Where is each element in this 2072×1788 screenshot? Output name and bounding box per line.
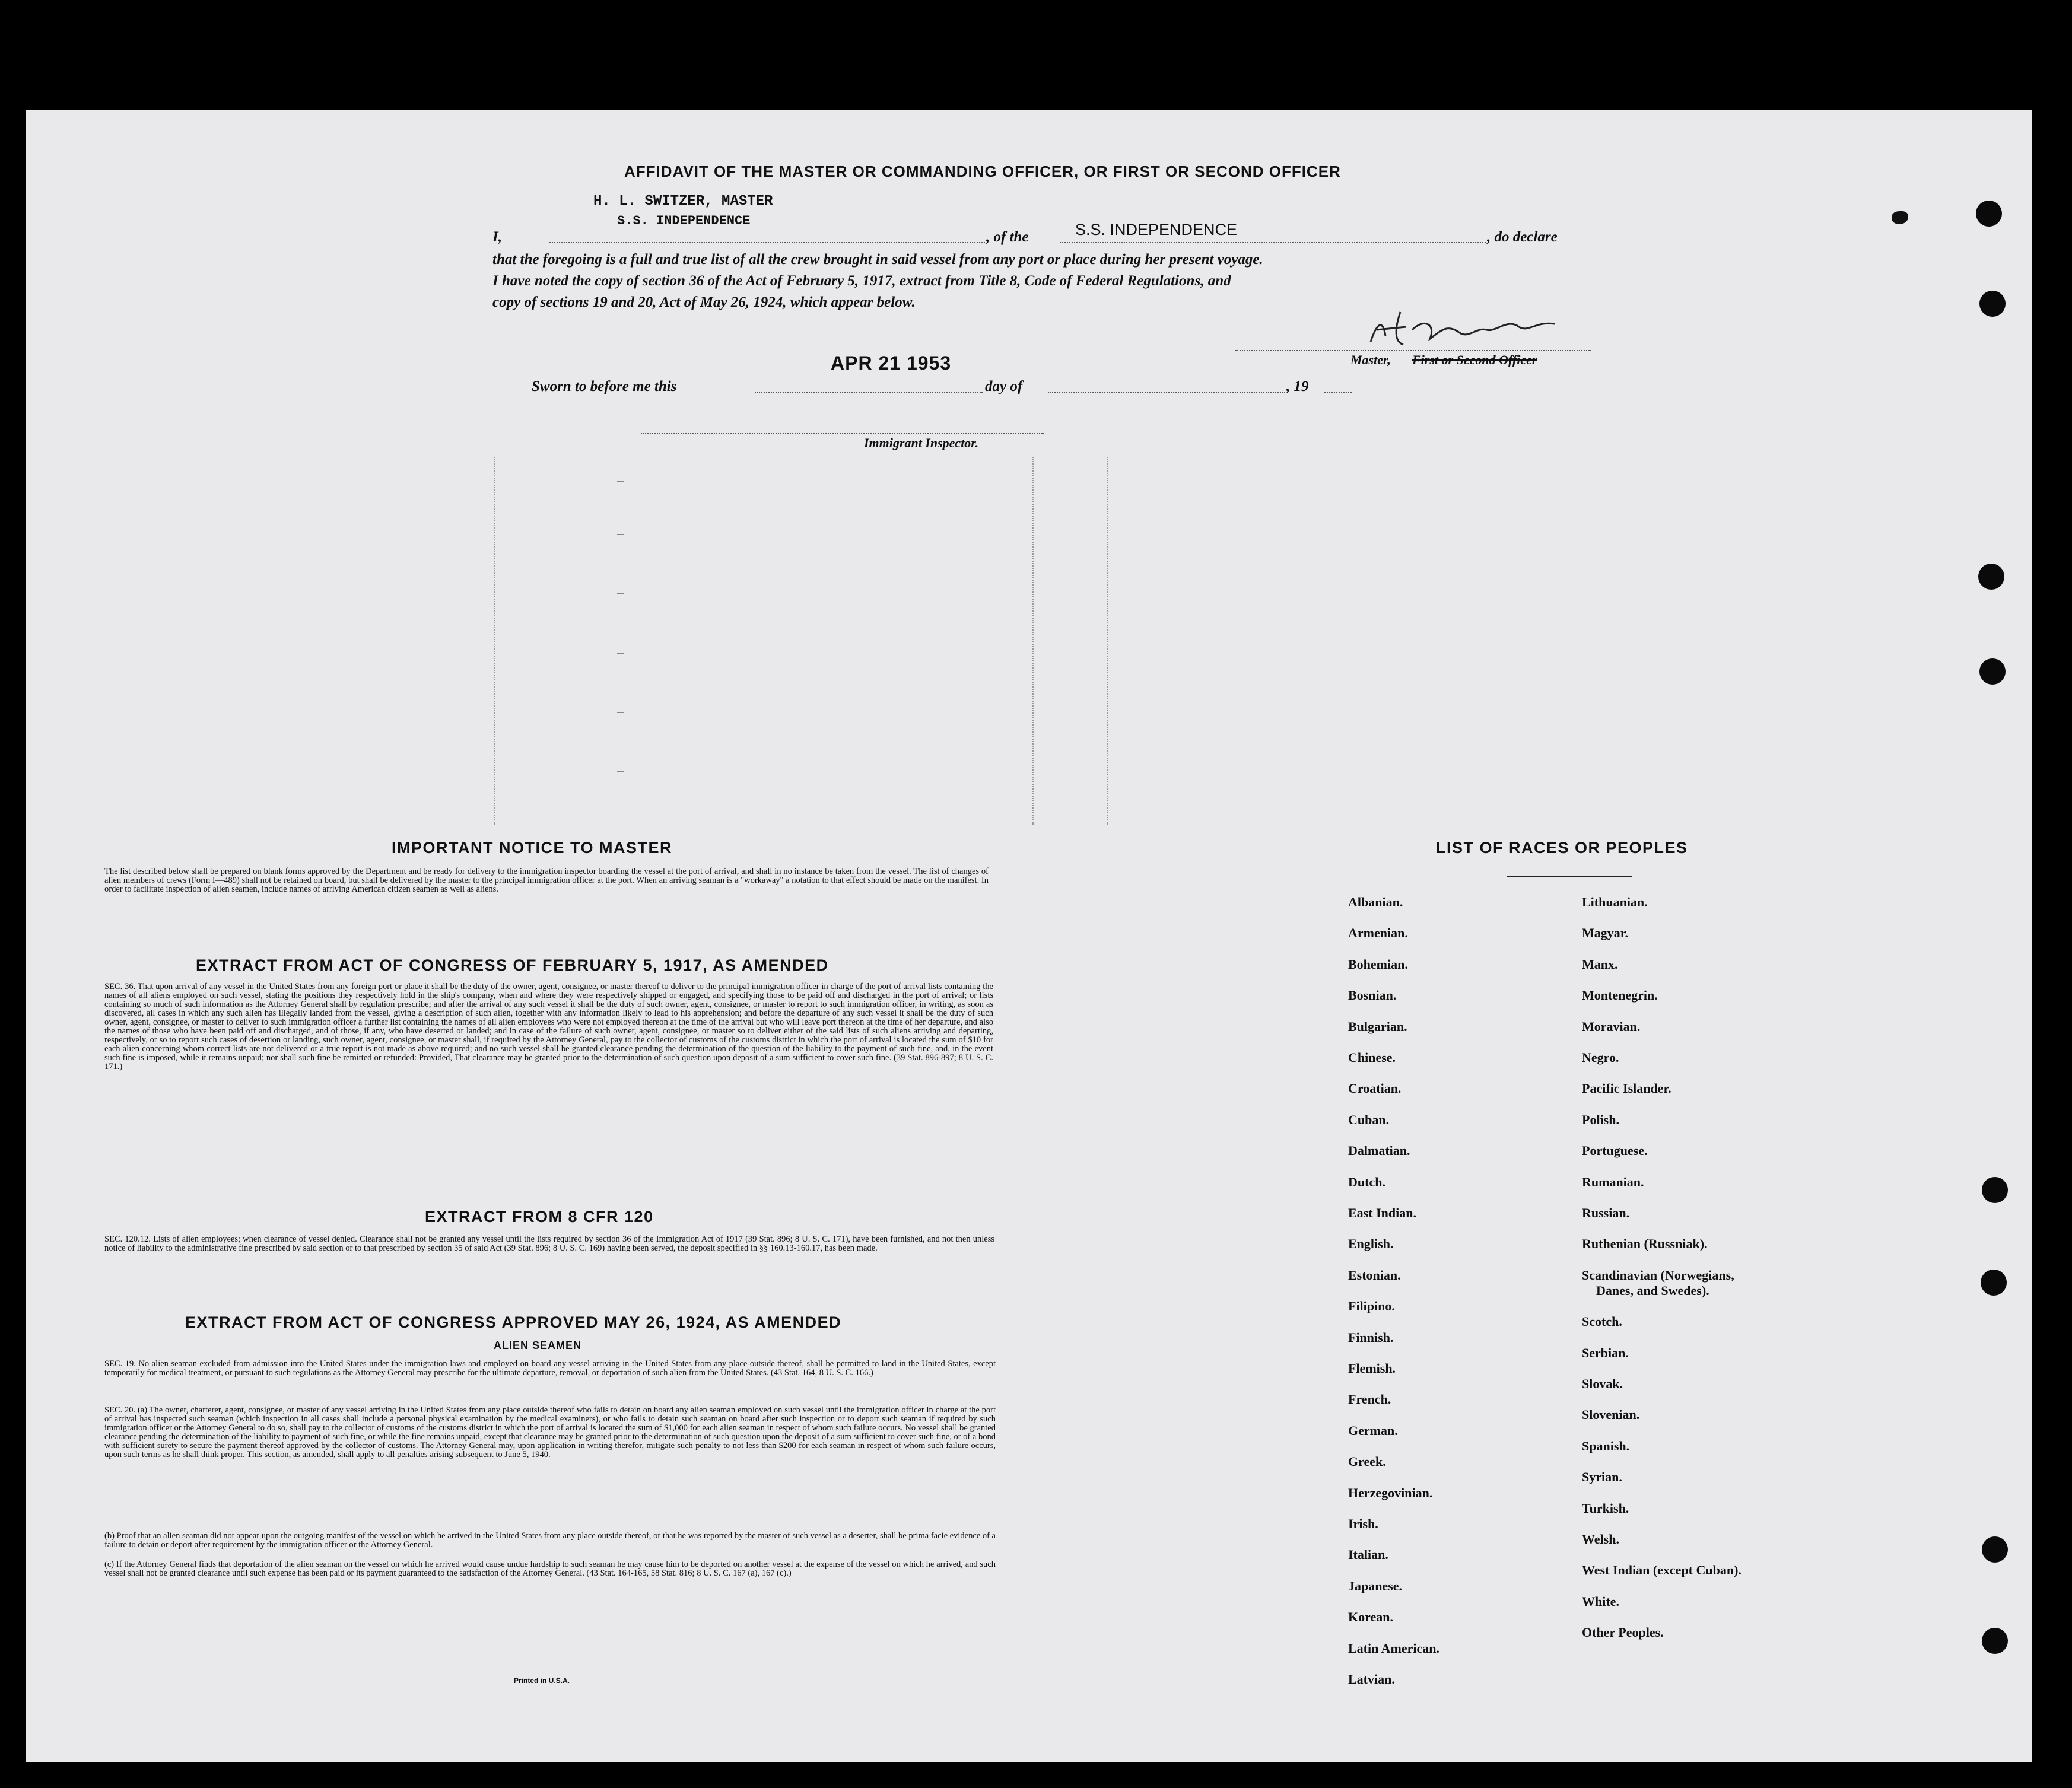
sworn-day-blank (755, 392, 983, 393)
notice-text: The list described below shall be prepared on blank forms approved by the Department and be ready for delivery to the immigration inspector boarding the vessel at the port of arrival, and shall in no instance be taken from the vessel. The list of changes of alien members of crews (Form I—489) shall not be retained on board, but shall be delivered by the master to the principal immigration officer at the port. When an arriving seaman is a "workaway" a notation to that effect should be made on the manifest. In order to facilitate inspection of alien seamen, include names of arriving American citizen seamen as well as aliens. (104, 867, 989, 894)
race-item: Ruthenian (Russniak). (1582, 1236, 1708, 1252)
of-the-label: , of the (986, 229, 1029, 245)
printed-in-usa: Printed in U.S.A. (514, 1676, 570, 1685)
punch-hole (1981, 1270, 2007, 1296)
race-item: Syrian. (1582, 1469, 1622, 1485)
race-item: Other Peoples. (1582, 1625, 1664, 1640)
race-item: Herzegovinian. (1348, 1485, 1433, 1500)
signature-line (1235, 350, 1591, 351)
race-item: Cuban. (1348, 1112, 1390, 1127)
race-item: Chinese. (1348, 1050, 1396, 1065)
affidavit-line3: I have noted the copy of section 36 of the Act of February 5, 1917, extract from Title 8, Code of Federal Regulations, and (492, 273, 1231, 289)
races-title-rule (1507, 876, 1632, 877)
sworn-label: Sworn to before me this (532, 378, 677, 394)
race-item: Manx. (1582, 956, 1618, 972)
punch-hole (1982, 1177, 2008, 1203)
fold-line (1032, 457, 1034, 825)
race-item: Russian. (1582, 1205, 1630, 1220)
form-tick (617, 534, 624, 535)
affidavit-title: AFFIDAVIT OF THE MASTER OR COMMANDING OFFICER, OR FIRST OR SECOND OFFICER (624, 163, 1341, 180)
race-item: East Indian. (1348, 1205, 1416, 1220)
race-item: Magyar. (1582, 925, 1629, 941)
race-item: Greek. (1348, 1454, 1386, 1469)
sec20b-text: (b) Proof that an alien seaman did not appear upon the outgoing manifest of the vessel on which he arrived in the United States from any place outside thereof, or that he was reported by the master of such vessel as a deserter, shall be prima facie evidence of a failure to detain or deport after requirement by the immigration officer or the Attorney General. (104, 1531, 996, 1550)
sworn-month-blank (1048, 392, 1285, 393)
race-item: Japanese. (1348, 1578, 1403, 1593)
race-item: Turkish. (1582, 1500, 1629, 1516)
vessel-blank (1060, 242, 1486, 243)
race-item: Negro. (1582, 1050, 1619, 1065)
punch-hole (1982, 1536, 2008, 1563)
race-item: Bosnian. (1348, 988, 1397, 1003)
race-item: Croatian. (1348, 1081, 1402, 1096)
date-stamp: APR 21 1953 (831, 352, 952, 374)
race-item: Scotch. (1582, 1314, 1622, 1329)
race-item: Scandinavian (Norwegians, (1582, 1267, 1734, 1283)
race-item: Serbian. (1582, 1345, 1629, 1360)
alien-seamen-subtitle: ALIEN SEAMEN (494, 1340, 582, 1351)
extract-cfr-text: SEC. 120.12. Lists of alien employees; when clearance of vessel denied. Clearance shall not be granted any vessel until the lists required by section 36 of the Immigration Act of 1917 (39 Stat. 896; 8 U. S. C. 171), have been furnished, and not then unless notice of liability to the administrative fine prescribed by said section or to that prescribed by section 35 of said Act (39 Stat. 896; 8 U. S. C. 169) having been served, the deposit specified in §§ 160.13-160.17, has been made. (104, 1235, 994, 1253)
race-item: French. (1348, 1392, 1391, 1407)
races-title: LIST OF RACES OR PEOPLES (1436, 839, 1688, 857)
form-tick (617, 653, 624, 654)
notice-title: IMPORTANT NOTICE TO MASTER (392, 839, 672, 857)
race-item: West Indian (except Cuban). (1582, 1563, 1742, 1578)
year-blank (1324, 392, 1352, 393)
sec19-text: SEC. 19. No alien seaman excluded from admission into the United States under the immigration laws and employed on board any vessel arriving in the United States from any place outside thereof, shall be permitted to land in the United States, except temporarily for medical treatment, or pursuant to such regulations as the Attorney General may prescribe for the ultimate departure, removal, or deportation of such alien from the United States. (43 Stat. 164, 8 U. S. C. 166.) (104, 1359, 996, 1377)
punch-hole (1982, 1628, 2008, 1654)
race-item: Irish. (1348, 1516, 1378, 1531)
affidavit-line2: that the foregoing is a full and true list of all the crew brought in said vessel from any port or place during her present voyage. (492, 252, 1263, 268)
fold-line (1107, 457, 1108, 825)
master-signature (1359, 306, 1572, 354)
punch-hole (1976, 201, 2002, 227)
form-tick (617, 712, 624, 713)
sec20c-text: (c) If the Attorney General finds that deportation of the alien seaman on the vessel on which he arrived would cause undue hardship to such seaman he may cause him to be deported on another vessel at the expense of the vessel on which he arrived, and such vessel shall not be granted clearance until such expense has been paid or its payment guaranteed to the satisfaction of the Attorney General. (43 Stat. 164-165, 58 Stat. 816; 8 U. S. C. 167 (a), 167 (c).) (104, 1560, 996, 1578)
year-label: , 19 (1286, 378, 1309, 394)
race-item: Flemish. (1348, 1361, 1396, 1376)
race-item: English. (1348, 1236, 1394, 1252)
race-item: Dalmatian. (1348, 1143, 1410, 1159)
race-item: Slovenian. (1582, 1407, 1640, 1423)
punch-hole (1979, 291, 2006, 317)
race-item: Montenegrin. (1582, 988, 1658, 1003)
extract-1917-text: SEC. 36. That upon arrival of any vessel in the United States from any foreign port or place it shall be the duty of the owner, agent, consignee, or master thereof to deliver to the principal immigration officer in charge of the port of arrival lists containing the names of all aliens employed on such vessel, stating the positions they respectively hold in the ship's company, when and where they were respectively shipped or engaged, and specifying those to be paid off and discharged in the port of arrival; or lists containing so much of such information as the Attorney General shall by regulation prescribe; and after the arrival of any such vessel it shall be the duty of such owner, agent, consignee, or master to report to such immigration officer, in writing, as soon as discovered, all cases in which any such alien has illegally landed from the vessel, giving a description of such alien, together with any information likely to lead to his apprehension; and before the departure of any such vessel it shall be the duty of such owner, agent, consignee, or master to deliver to such immigration officer a further list containing the names of all alien employees who were not employed thereon at the time of the arrival but who will leave port thereon at the time of her departure, and also the names of those who have been paid off and discharged, and of those, if any, who have deserted or landed; and in case of the failure of such owner, agent, consignee, or master so to deliver either of the said lists of such aliens arriving and departing, respectively, or so to report such cases of desertion or landing, such owner, agent, consignee, or master shall, if required by the Attorney General, pay to the collector of customs of the customs district in which the port of arrival is located the sum of $10 for each alien concerning whom correct lists are not delivered or a true report is not made as above required; and no such vessel shall be granted clearance pending the determination of the question of the liability to the payment of such fine, and, in the event such fine is imposed, while it remains unpaid; nor shall such fine be remitted or refunded: Provided, That clearance may be granted prior to the determination of such question upon deposit of a sum sufficient to cover such fine. (39 Stat. 896-897; 8 U. S. C. 171.) (104, 982, 993, 1071)
race-item: Korean. (1348, 1609, 1393, 1625)
punch-hole (1978, 564, 2004, 590)
inspector-line (641, 433, 1044, 434)
extract-cfr-title: EXTRACT FROM 8 CFR 120 (425, 1208, 654, 1226)
master-label: Master, (1350, 352, 1391, 367)
name-blank (549, 242, 985, 243)
race-item: Albanian. (1348, 895, 1403, 909)
race-item: Estonian. (1348, 1267, 1401, 1283)
form-tick (617, 771, 624, 772)
race-item: Bulgarian. (1348, 1019, 1407, 1034)
race-item: Pacific Islander. (1582, 1081, 1671, 1096)
race-item: Latin American. (1348, 1640, 1439, 1656)
race-item: Finnish. (1348, 1329, 1394, 1345)
punch-hole (1979, 658, 2006, 685)
race-item: Welsh. (1582, 1532, 1619, 1547)
race-item: Moravian. (1582, 1019, 1641, 1034)
vessel-name: S.S. INDEPENDENCE (1075, 221, 1238, 238)
extract-1917-title: EXTRACT FROM ACT OF CONGRESS OF FEBRUARY 5, 1917, AS AMENDED (196, 956, 829, 974)
race-item: Filipino. (1348, 1299, 1395, 1314)
struck-officer-label: First or Second Officer (1412, 352, 1537, 367)
extract-1924-title: EXTRACT FROM ACT OF CONGRESS APPROVED MAY 26, 1924, AS AMENDED (185, 1313, 842, 1331)
inspector-label: Immigrant Inspector. (864, 435, 979, 450)
race-item: Italian. (1348, 1547, 1388, 1563)
affidavit-line4: copy of sections 19 and 20, Act of May 26, 1924, which appear below. (492, 294, 916, 310)
fold-line (494, 457, 495, 825)
i-label: I, (492, 229, 502, 245)
race-item: Polish. (1582, 1112, 1619, 1127)
race-item: Rumanian. (1582, 1174, 1644, 1189)
race-item: Latvian. (1348, 1672, 1395, 1687)
master-vessel-stamp: S.S. INDEPENDENCE (617, 214, 751, 228)
form-page (26, 110, 2032, 1762)
day-of-label: day of (985, 378, 1023, 394)
race-item: Danes, and Swedes). (1596, 1283, 1709, 1298)
race-item: White. (1582, 1593, 1619, 1609)
do-declare-label: , do declare (1487, 229, 1558, 245)
race-item: Spanish. (1582, 1438, 1630, 1453)
form-tick (617, 481, 624, 482)
race-item: Slovak. (1582, 1376, 1623, 1391)
race-item: Portuguese. (1582, 1143, 1648, 1159)
race-item: Armenian. (1348, 925, 1408, 941)
form-tick (617, 593, 624, 594)
race-item: Dutch. (1348, 1174, 1385, 1189)
sec20a-text: SEC. 20. (a) The owner, charterer, agent, consignee, or master of any vessel arriving in the United States from any place outside thereof who fails to detain on board any alien seaman employed on such vessel until the immigration officer in charge at the port of arrival has inspected such seaman (which inspection in all cases shall include a personal physical examination by the medical examiners), or who fails to detain such seaman on board after such inspection or to deport such seaman if required by such immigration officer or the Attorney General to do so, shall pay to the collector of customs of the customs district in which the port of arrival is located the sum of $1,000 for each alien seaman in respect of whom such failure occurs. No vessel shall be granted clearance pending the determination of the liability to payment of such fine, or while the fine remains unpaid, except that clearance may be granted prior to the determination of such question upon the deposit of a sum sufficient to cover such fine, or of a bond with sufficient surety to secure the payment thereof approved by the collector of customs. The Attorney General may, upon application in writing therefor, mitigate such penalty to not less than $200 for each seaman in respect of whom such failure occurs, upon such terms as he shall think proper. This section, as amended, shall apply to all penalties arising subsequent to June 5, 1940. (104, 1405, 996, 1459)
race-item: Bohemian. (1348, 956, 1408, 972)
race-item: German. (1348, 1423, 1398, 1438)
master-name: H. L. SWITZER, MASTER (593, 193, 773, 209)
race-item: Lithuanian. (1582, 895, 1648, 909)
